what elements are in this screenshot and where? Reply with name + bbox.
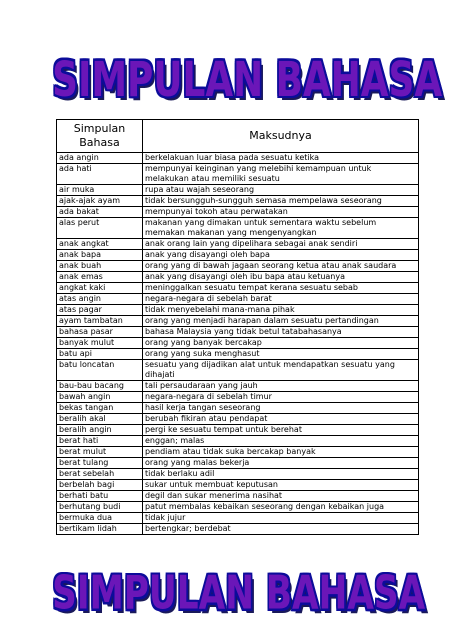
simpulan-cell: berat tulang (57, 458, 143, 469)
table-row (57, 316, 419, 327)
simpulan-cell: ajak-ajak ayam (57, 196, 143, 207)
simpulan-cell: anak buah (57, 261, 143, 272)
maksud-cell: berubah fikiran atau pendapat (143, 414, 419, 425)
table-row (57, 250, 419, 261)
simpulan-cell: bahasa pasar (57, 327, 143, 338)
table-row (57, 207, 419, 218)
maksud-cell: degil dan sukar menerima nasihat (143, 491, 419, 502)
table-row (57, 305, 419, 316)
maksud-cell: negara-negara di sebelah timur (143, 392, 419, 403)
simpulan-cell: atas angin (57, 294, 143, 305)
maksud-cell: anak yang disayangi oleh ibu bapa atau ketuanya (143, 272, 419, 283)
maksud-cell: tidak jujur (143, 513, 419, 524)
simpulan-cell: batu loncatan (57, 360, 143, 381)
simpulan-cell: angkat kaki (57, 283, 143, 294)
table-row (57, 414, 419, 425)
simpulan-cell: berhati batu (57, 491, 143, 502)
table-row (57, 153, 419, 164)
table-header-row (57, 120, 419, 153)
simpulan-cell: anak emas (57, 272, 143, 283)
simpulan-cell: bertikam lidah (57, 524, 143, 535)
simpulan-cell: berhutang budi (57, 502, 143, 513)
simpulan-cell: anak angkat (57, 239, 143, 250)
simpulan-bahasa-table (56, 119, 419, 535)
table-row (57, 491, 419, 502)
maksud-cell: bahasa Malaysia yang tidak betul tatabahasanya (143, 327, 419, 338)
maksud-cell: sukar untuk membuat keputusan (143, 480, 419, 491)
simpulan-cell: berbelah bagi (57, 480, 143, 491)
table-row (57, 338, 419, 349)
simpulan-cell: berat hati (57, 436, 143, 447)
simpulan-cell: berat mulut (57, 447, 143, 458)
table-row (57, 218, 419, 239)
maksud-cell: orang yang di bawah jagaan seorang ketua atau anak saudara (143, 261, 419, 272)
maksud-cell: meninggalkan sesuatu tempat kerana sesuatu sebab (143, 283, 419, 294)
table-row (57, 469, 419, 480)
table-row (57, 513, 419, 524)
table-row (57, 185, 419, 196)
table-row (57, 272, 419, 283)
title-wordart-bottom: SIMPULAN BAHASA (52, 566, 426, 621)
simpulan-cell: alas perut (57, 218, 143, 239)
simpulan-cell: batu api (57, 349, 143, 360)
maksud-cell: berkelakuan luar biasa pada sesuatu ketika (143, 153, 419, 164)
maksud-cell: makanan yang dimakan untuk sementara waktu sebelum memakan makanan yang mengenyangkan (143, 218, 419, 239)
table-row (57, 164, 419, 185)
maksud-cell: sesuatu yang dijadikan alat untuk mendapatkan sesuatu yang dihajati (143, 360, 419, 381)
simpulan-cell: beralih angin (57, 425, 143, 436)
maksud-cell: orang yang banyak bercakap (143, 338, 419, 349)
table-body (57, 153, 419, 535)
maksud-cell: patut membalas kebaikan seseorang dengan kebaikan juga (143, 502, 419, 513)
table-row (57, 239, 419, 250)
table-row (57, 349, 419, 360)
table-row (57, 392, 419, 403)
maksud-cell: mempunyai tokoh atau perwatakan (143, 207, 419, 218)
table-row (57, 502, 419, 513)
maksud-cell: anak orang lain yang dipelihara sebagai anak sendiri (143, 239, 419, 250)
table-row (57, 327, 419, 338)
maksud-cell: tali persaudaraan yang jauh (143, 381, 419, 392)
simpulan-cell: ada hati (57, 164, 143, 185)
maksud-cell: orang yang suka menghasut (143, 349, 419, 360)
maksud-cell: rupa atau wajah seseorang (143, 185, 419, 196)
simpulan-cell: anak bapa (57, 250, 143, 261)
table-row (57, 381, 419, 392)
maksud-cell: bertengkar; berdebat (143, 524, 419, 535)
maksud-cell: tidak bersungguh-sungguh semasa mempelawa seseorang (143, 196, 419, 207)
table-row (57, 480, 419, 491)
maksud-cell: pergi ke sesuatu tempat untuk berehat (143, 425, 419, 436)
simpulan-cell: bawah angin (57, 392, 143, 403)
maksud-cell: mempunyai keinginan yang melebihi kemampuan untuk melakukan atau memiliki sesuatu (143, 164, 419, 185)
simpulan-cell: atas pagar (57, 305, 143, 316)
table-row (57, 458, 419, 469)
header-simpulan-bahasa: Simpulan Bahasa (57, 120, 143, 153)
maksud-cell: tidak berlaku adil (143, 469, 419, 480)
table-row (57, 360, 419, 381)
table-row (57, 447, 419, 458)
maksud-cell: negara-negara di sebelah barat (143, 294, 419, 305)
simpulan-cell: ada angin (57, 153, 143, 164)
simpulan-cell: beralih akal (57, 414, 143, 425)
simpulan-cell: ada bakat (57, 207, 143, 218)
simpulan-cell: ayam tambatan (57, 316, 143, 327)
header-maksudnya: Maksudnya (143, 120, 419, 153)
table-row (57, 283, 419, 294)
table-row (57, 425, 419, 436)
maksud-cell: tidak menyebelahi mana-mana pihak (143, 305, 419, 316)
table-row (57, 294, 419, 305)
maksud-cell: anak yang disayangi oleh bapa (143, 250, 419, 261)
maksud-cell: orang yang menjadi harapan dalam sesuatu pertandingan (143, 316, 419, 327)
table-row (57, 261, 419, 272)
simpulan-cell: berat sebelah (57, 469, 143, 480)
table-row (57, 196, 419, 207)
maksud-cell: orang yang malas bekerja (143, 458, 419, 469)
simpulan-cell: banyak mulut (57, 338, 143, 349)
simpulan-cell: air muka (57, 185, 143, 196)
maksud-cell: enggan; malas (143, 436, 419, 447)
table-row (57, 403, 419, 414)
maksud-cell: hasil kerja tangan seseorang (143, 403, 419, 414)
table-row (57, 524, 419, 535)
title-wordart-top: SIMPULAN BAHASA (52, 50, 443, 108)
table-row (57, 436, 419, 447)
maksud-cell: pendiam atau tidak suka bercakap banyak (143, 447, 419, 458)
simpulan-cell: bau-bau bacang (57, 381, 143, 392)
simpulan-cell: bekas tangan (57, 403, 143, 414)
simpulan-cell: bermuka dua (57, 513, 143, 524)
